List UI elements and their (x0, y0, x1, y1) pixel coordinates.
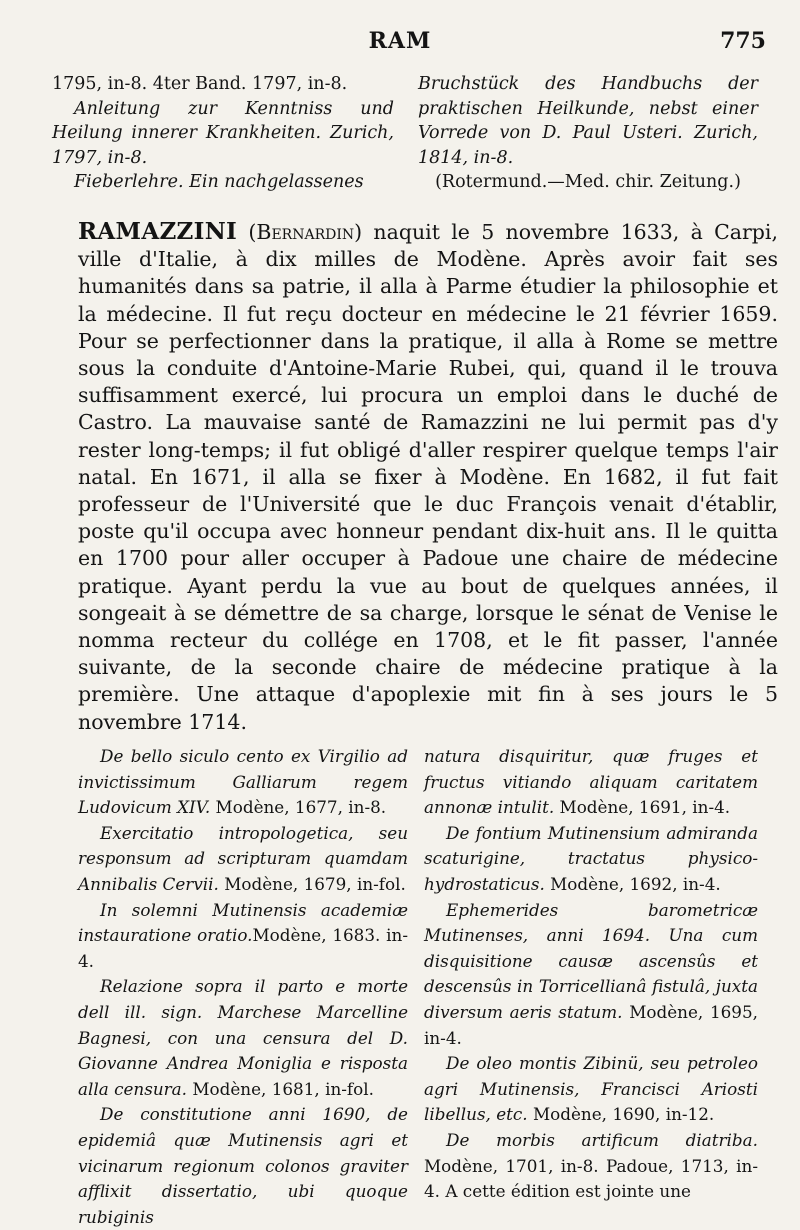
source-citation: (Rotermund.—Med. chir. Zeitung.) (435, 172, 741, 192)
previous-entry-work: Bruchstück des Handbuchs der praktischen Heilkunde, nebst einer Vorrede von D. Paul Usteri. Zurich, 1814, in-8. (418, 74, 758, 168)
biography-text: naquit le 5 novembre 1633, à Carpi, ville d'Italie, à dix milles de Modène. Après avoir fait ses humanités dans sa patrie, il alla à Parme étudier la philosophie et la médecine. Il fut reçu docteur en médecine le 21 février 1659. Pour se perfectionner dans la pratique, il alla à Rome se mettre sous la conduite d'Antoine-Marie Rubei, qui, quand il le trouva suffisamment exercé, lui procura un emploi dans le duché de Castro. La mauvaise santé de Ramazzini ne lui permit pas d'y rester long-temps; il fut obligé d'aller respirer quelque temps l'air natal. En 1671, il alla se fixer à Modène. En 1682, il fut fait professeur de l'Université que le duc François venait d'établir, poste qu'il occupa avec honneur pendant dix-huit ans. Il le quitta en 1700 pour aller occuper à Padoue une chaire de médecine pratique. Ayant perdu la vue au bout de quelques années, il songeait à se démettre de sa charge, lorsque le sénat de Venise le nomma recteur du collége en 1708, et le fit passer, l'année suivante, de la seconde chaire de médecine pratique à la première. Une attaque d'apoplexie mit fin à ses jours le 5 novembre 1714. (78, 220, 778, 734)
subject-name: RAMAZZINI (78, 218, 238, 245)
bibliography-left-column (78, 744, 408, 1230)
previous-entry-right-column (418, 72, 758, 195)
subject-given-name: (Bernardin) (248, 220, 363, 244)
bibliography-entry: De constitutione anni 1690, de epidemiâ quæ Mutinensis agri et vicinarum regionum colonos graviter afflixit dissertatio, ubi quoque rubiginis (78, 1104, 408, 1227)
bibliography-entry: In solemni Mutinensis academiæ instauratione oratio.Modène, 1683. in-4. (78, 899, 408, 971)
bibliography-entry: Ephemerides barometricæ Mutinenses, anni 1694. Una cum disquisitione causæ ascensûs et descensûs in Torricellianâ fistulâ, juxta diversum aeris statum. Modène, 1695, in-4. (424, 899, 759, 1048)
previous-entry-work: Fieberlehre. Ein nachgelassenes (74, 172, 364, 192)
bibliography-entry: Exercitatio intropologetica, seu responsum ad scripturam quamdam Annibalis Cervii. Modène, 1679, in-fol. (78, 822, 408, 894)
bibliography-entry: De bello siculo cento ex Virgilio ad invictissimum Galliarum regem Ludovicum XIV. Modène, 1677, in-8. (78, 746, 408, 818)
page-header (0, 28, 800, 58)
bibliography-entry-continuation: natura disquiritur, quæ fruges et fructus vitiando aliquam caritatem annonæ intulit. Modène, 1691, in-4. (424, 746, 758, 818)
previous-entry-left-column (52, 72, 394, 195)
bibliography-entry: De morbis artificum diatriba. Modène, 1701, in-8. Padoue, 1713, in-4. A cette édition est jointe une (424, 1129, 758, 1202)
bibliography-entry: De oleo montis Zibinü, seu petroleo agri Mutinensis, Francisci Ariosti libellus, etc. Modène, 1690, in-12. (424, 1053, 758, 1125)
previous-entry-line: 1795, in-8. 4ter Band. 1797, in-8. (52, 74, 348, 94)
biography-paragraph (78, 218, 778, 736)
running-head: RAM (368, 28, 432, 54)
previous-entry-work: Anleitung zur Kenntniss und Heilung innerer Krankheiten. Zurich, 1797, in-8. (52, 98, 394, 168)
page-number: 775 (720, 28, 766, 54)
bibliography-entry: Relazione sopra il parto e morte dell ill. sign. Marchese Marcelline Bagnesi, con una censura del D. Giovanne Andrea Moniglia e risposta alla censura. Modène, 1681, in-fol. (78, 976, 408, 1099)
bibliography-entry: De fontium Mutinensium admiranda scaturigine, tractatus physico-hydrostaticus. Modène, 1692, in-4. (424, 822, 758, 894)
bibliography-right-column (424, 744, 758, 1205)
